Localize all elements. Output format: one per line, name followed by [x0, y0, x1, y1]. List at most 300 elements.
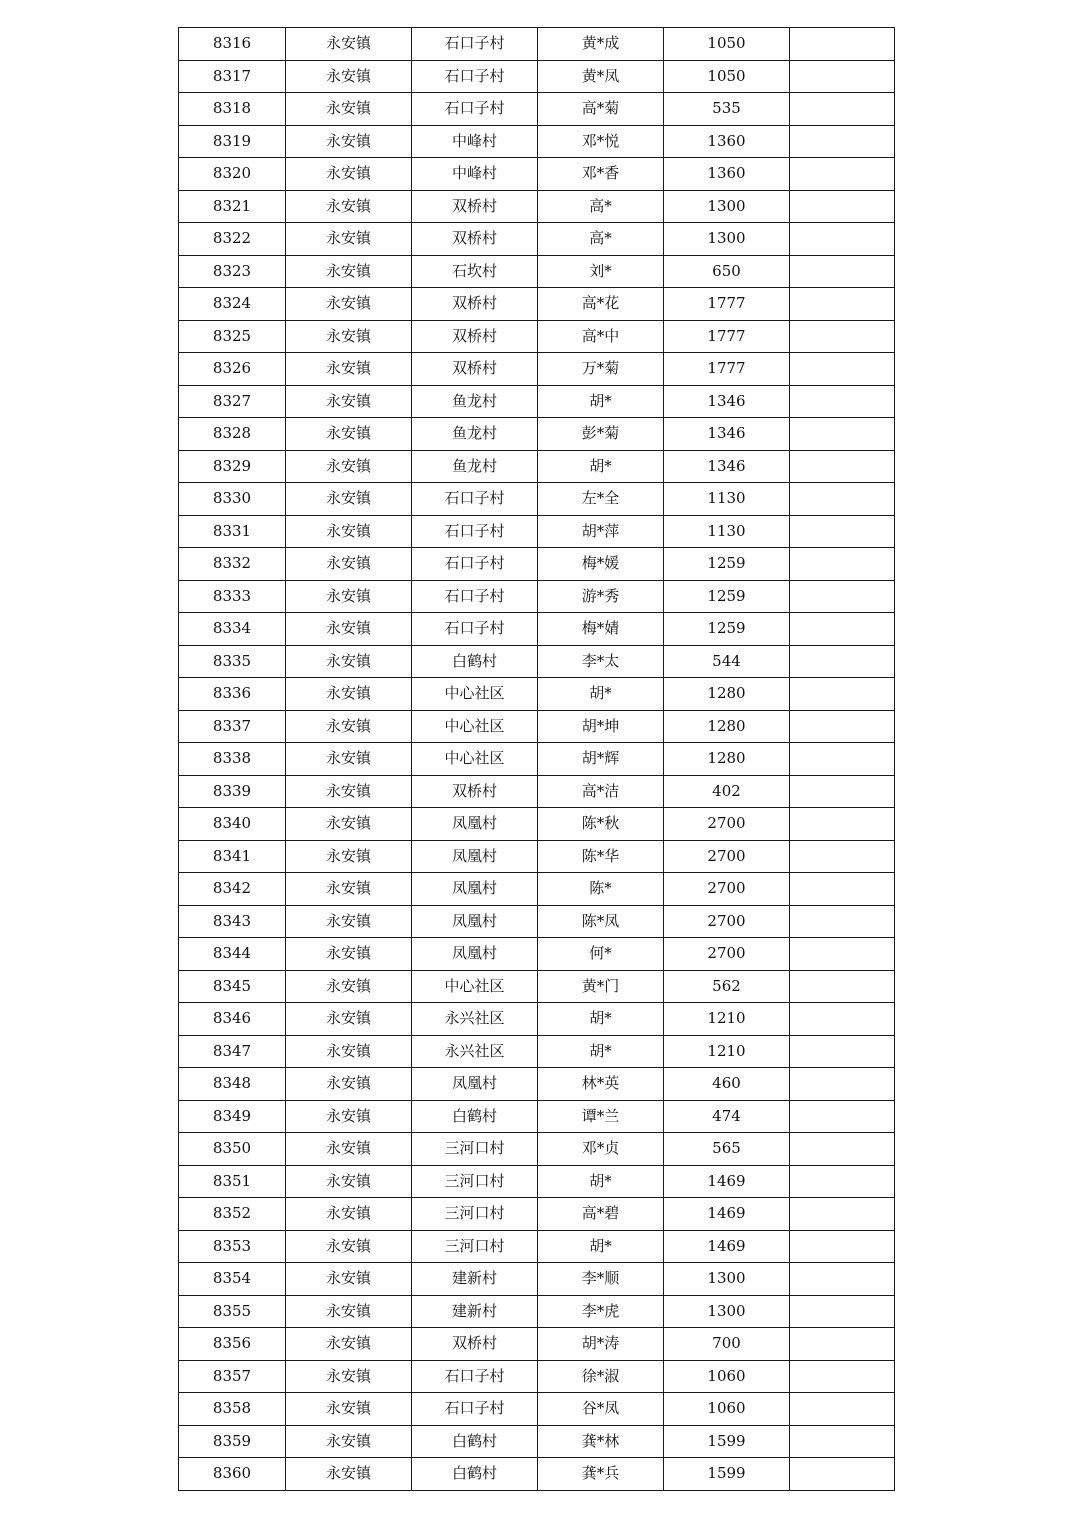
name-cell: 邓*悦 [538, 125, 664, 158]
remarks-cell [790, 93, 895, 126]
name-cell: 彭*菊 [538, 418, 664, 451]
town-cell: 永安镇 [286, 320, 412, 353]
amount-cell: 2700 [664, 905, 790, 938]
remarks-cell [790, 1068, 895, 1101]
serial-number-cell: 8332 [179, 548, 286, 581]
remarks-cell [790, 548, 895, 581]
serial-number-cell: 8340 [179, 808, 286, 841]
village-cell: 凤凰村 [412, 840, 538, 873]
village-cell: 石口子村 [412, 1393, 538, 1426]
amount-cell: 565 [664, 1133, 790, 1166]
table-row [179, 710, 895, 743]
town-cell: 永安镇 [286, 255, 412, 288]
town-cell: 永安镇 [286, 1328, 412, 1361]
remarks-cell [790, 483, 895, 516]
remarks-cell [790, 450, 895, 483]
village-cell: 双桥村 [412, 1328, 538, 1361]
name-cell: 谷*凤 [538, 1393, 664, 1426]
village-cell: 永兴社区 [412, 1035, 538, 1068]
town-cell: 永安镇 [286, 28, 412, 61]
amount-cell: 1130 [664, 483, 790, 516]
serial-number-cell: 8360 [179, 1458, 286, 1491]
amount-cell: 1346 [664, 450, 790, 483]
table-row [179, 1003, 895, 1036]
town-cell: 永安镇 [286, 1035, 412, 1068]
town-cell: 永安镇 [286, 970, 412, 1003]
village-cell: 建新村 [412, 1263, 538, 1296]
name-cell: 陈*华 [538, 840, 664, 873]
remarks-cell [790, 710, 895, 743]
town-cell: 永安镇 [286, 613, 412, 646]
name-cell: 游*秀 [538, 580, 664, 613]
name-cell: 龚*林 [538, 1425, 664, 1458]
name-cell: 高* [538, 223, 664, 256]
village-cell: 中心社区 [412, 678, 538, 711]
amount-cell: 1469 [664, 1165, 790, 1198]
table-row [179, 678, 895, 711]
village-cell: 石口子村 [412, 28, 538, 61]
table-row [179, 548, 895, 581]
serial-number-cell: 8318 [179, 93, 286, 126]
serial-number-cell: 8342 [179, 873, 286, 906]
name-cell: 李*太 [538, 645, 664, 678]
serial-number-cell: 8343 [179, 905, 286, 938]
remarks-cell [790, 1035, 895, 1068]
remarks-cell [790, 580, 895, 613]
town-cell: 永安镇 [286, 1003, 412, 1036]
records-table [178, 27, 895, 1491]
remarks-cell [790, 1295, 895, 1328]
amount-cell: 474 [664, 1100, 790, 1133]
table-row [179, 255, 895, 288]
table-row [179, 1100, 895, 1133]
town-cell: 永安镇 [286, 223, 412, 256]
village-cell: 石口子村 [412, 515, 538, 548]
remarks-cell [790, 645, 895, 678]
remarks-cell [790, 1263, 895, 1296]
table-row [179, 385, 895, 418]
village-cell: 中峰村 [412, 158, 538, 191]
town-cell: 永安镇 [286, 1165, 412, 1198]
remarks-cell [790, 970, 895, 1003]
town-cell: 永安镇 [286, 418, 412, 451]
town-cell: 永安镇 [286, 1425, 412, 1458]
table-row [179, 840, 895, 873]
table-row [179, 60, 895, 93]
village-cell: 石口子村 [412, 93, 538, 126]
serial-number-cell: 8321 [179, 190, 286, 223]
village-cell: 凤凰村 [412, 808, 538, 841]
name-cell: 胡* [538, 678, 664, 711]
amount-cell: 535 [664, 93, 790, 126]
name-cell: 高*碧 [538, 1198, 664, 1231]
town-cell: 永安镇 [286, 1068, 412, 1101]
village-cell: 凤凰村 [412, 905, 538, 938]
remarks-cell [790, 1100, 895, 1133]
serial-number-cell: 8356 [179, 1328, 286, 1361]
remarks-cell [790, 190, 895, 223]
table-row [179, 450, 895, 483]
remarks-cell [790, 905, 895, 938]
remarks-cell [790, 320, 895, 353]
town-cell: 永安镇 [286, 905, 412, 938]
serial-number-cell: 8317 [179, 60, 286, 93]
village-cell: 双桥村 [412, 353, 538, 386]
village-cell: 石口子村 [412, 548, 538, 581]
amount-cell: 1599 [664, 1425, 790, 1458]
table-row [179, 515, 895, 548]
name-cell: 胡*涛 [538, 1328, 664, 1361]
name-cell: 胡* [538, 1003, 664, 1036]
name-cell: 高*菊 [538, 93, 664, 126]
remarks-cell [790, 938, 895, 971]
serial-number-cell: 8327 [179, 385, 286, 418]
name-cell: 陈* [538, 873, 664, 906]
amount-cell: 1259 [664, 580, 790, 613]
town-cell: 永安镇 [286, 353, 412, 386]
amount-cell: 1259 [664, 548, 790, 581]
village-cell: 中心社区 [412, 710, 538, 743]
amount-cell: 1210 [664, 1035, 790, 1068]
amount-cell: 1599 [664, 1458, 790, 1491]
remarks-cell [790, 1360, 895, 1393]
table-row [179, 1360, 895, 1393]
serial-number-cell: 8331 [179, 515, 286, 548]
town-cell: 永安镇 [286, 775, 412, 808]
village-cell: 中峰村 [412, 125, 538, 158]
town-cell: 永安镇 [286, 580, 412, 613]
amount-cell: 1777 [664, 288, 790, 321]
village-cell: 鱼龙村 [412, 418, 538, 451]
amount-cell: 1300 [664, 1295, 790, 1328]
amount-cell: 1469 [664, 1230, 790, 1263]
remarks-cell [790, 1328, 895, 1361]
name-cell: 林*英 [538, 1068, 664, 1101]
amount-cell: 1130 [664, 515, 790, 548]
table-row [179, 613, 895, 646]
serial-number-cell: 8353 [179, 1230, 286, 1263]
remarks-cell [790, 223, 895, 256]
village-cell: 双桥村 [412, 320, 538, 353]
table-row [179, 580, 895, 613]
table-row [179, 320, 895, 353]
village-cell: 双桥村 [412, 223, 538, 256]
remarks-cell [790, 158, 895, 191]
serial-number-cell: 8330 [179, 483, 286, 516]
table-row [179, 288, 895, 321]
amount-cell: 1360 [664, 158, 790, 191]
remarks-cell [790, 1458, 895, 1491]
serial-number-cell: 8333 [179, 580, 286, 613]
serial-number-cell: 8326 [179, 353, 286, 386]
town-cell: 永安镇 [286, 125, 412, 158]
table-row [179, 28, 895, 61]
remarks-cell [790, 1230, 895, 1263]
village-cell: 鱼龙村 [412, 385, 538, 418]
name-cell: 胡* [538, 1035, 664, 1068]
amount-cell: 650 [664, 255, 790, 288]
table-row [179, 1068, 895, 1101]
town-cell: 永安镇 [286, 190, 412, 223]
village-cell: 凤凰村 [412, 873, 538, 906]
village-cell: 双桥村 [412, 190, 538, 223]
amount-cell: 1060 [664, 1393, 790, 1426]
name-cell: 高*中 [538, 320, 664, 353]
amount-cell: 1777 [664, 353, 790, 386]
table-row [179, 1425, 895, 1458]
name-cell: 陈*秋 [538, 808, 664, 841]
remarks-cell [790, 808, 895, 841]
town-cell: 永安镇 [286, 873, 412, 906]
town-cell: 永安镇 [286, 1100, 412, 1133]
table-row [179, 873, 895, 906]
name-cell: 谭*兰 [538, 1100, 664, 1133]
name-cell: 李*虎 [538, 1295, 664, 1328]
table-row [179, 93, 895, 126]
town-cell: 永安镇 [286, 1295, 412, 1328]
table-row [179, 190, 895, 223]
village-cell: 石口子村 [412, 483, 538, 516]
town-cell: 永安镇 [286, 1198, 412, 1231]
name-cell: 黄*门 [538, 970, 664, 1003]
table-row [179, 743, 895, 776]
town-cell: 永安镇 [286, 450, 412, 483]
name-cell: 胡* [538, 1230, 664, 1263]
serial-number-cell: 8344 [179, 938, 286, 971]
serial-number-cell: 8319 [179, 125, 286, 158]
remarks-cell [790, 28, 895, 61]
town-cell: 永安镇 [286, 1393, 412, 1426]
town-cell: 永安镇 [286, 678, 412, 711]
amount-cell: 1777 [664, 320, 790, 353]
amount-cell: 1300 [664, 190, 790, 223]
amount-cell: 1300 [664, 1263, 790, 1296]
remarks-cell [790, 678, 895, 711]
name-cell: 邓*香 [538, 158, 664, 191]
remarks-cell [790, 1393, 895, 1426]
amount-cell: 2700 [664, 840, 790, 873]
name-cell: 龚*兵 [538, 1458, 664, 1491]
amount-cell: 700 [664, 1328, 790, 1361]
serial-number-cell: 8339 [179, 775, 286, 808]
village-cell: 石口子村 [412, 1360, 538, 1393]
town-cell: 永安镇 [286, 288, 412, 321]
remarks-cell [790, 60, 895, 93]
name-cell: 胡*坤 [538, 710, 664, 743]
name-cell: 陈*凤 [538, 905, 664, 938]
name-cell: 梅*婧 [538, 613, 664, 646]
table-row [179, 353, 895, 386]
name-cell: 胡* [538, 385, 664, 418]
village-cell: 石口子村 [412, 580, 538, 613]
serial-number-cell: 8348 [179, 1068, 286, 1101]
name-cell: 万*菊 [538, 353, 664, 386]
amount-cell: 562 [664, 970, 790, 1003]
records-table-body [179, 28, 895, 1491]
remarks-cell [790, 125, 895, 158]
remarks-cell [790, 1425, 895, 1458]
name-cell: 高*洁 [538, 775, 664, 808]
town-cell: 永安镇 [286, 710, 412, 743]
remarks-cell [790, 1198, 895, 1231]
village-cell: 中心社区 [412, 743, 538, 776]
town-cell: 永安镇 [286, 1133, 412, 1166]
table-row [179, 1458, 895, 1491]
village-cell: 双桥村 [412, 288, 538, 321]
table-row [179, 158, 895, 191]
town-cell: 永安镇 [286, 158, 412, 191]
amount-cell: 1280 [664, 743, 790, 776]
village-cell: 石口子村 [412, 60, 538, 93]
remarks-cell [790, 1165, 895, 1198]
serial-number-cell: 8324 [179, 288, 286, 321]
table-row [179, 223, 895, 256]
name-cell: 黄*成 [538, 28, 664, 61]
amount-cell: 1280 [664, 710, 790, 743]
remarks-cell [790, 775, 895, 808]
table-row [179, 1133, 895, 1166]
amount-cell: 2700 [664, 808, 790, 841]
table-row [179, 1035, 895, 1068]
serial-number-cell: 8322 [179, 223, 286, 256]
remarks-cell [790, 1003, 895, 1036]
serial-number-cell: 8328 [179, 418, 286, 451]
town-cell: 永安镇 [286, 1458, 412, 1491]
village-cell: 三河口村 [412, 1165, 538, 1198]
amount-cell: 1280 [664, 678, 790, 711]
village-cell: 白鹤村 [412, 1458, 538, 1491]
serial-number-cell: 8345 [179, 970, 286, 1003]
remarks-cell [790, 743, 895, 776]
amount-cell: 1210 [664, 1003, 790, 1036]
amount-cell: 1050 [664, 60, 790, 93]
serial-number-cell: 8329 [179, 450, 286, 483]
table-row [179, 1198, 895, 1231]
serial-number-cell: 8350 [179, 1133, 286, 1166]
name-cell: 高* [538, 190, 664, 223]
town-cell: 永安镇 [286, 743, 412, 776]
amount-cell: 2700 [664, 938, 790, 971]
name-cell: 胡* [538, 1165, 664, 1198]
village-cell: 鱼龙村 [412, 450, 538, 483]
serial-number-cell: 8316 [179, 28, 286, 61]
serial-number-cell: 8320 [179, 158, 286, 191]
table-row [179, 1165, 895, 1198]
name-cell: 梅*媛 [538, 548, 664, 581]
amount-cell: 1300 [664, 223, 790, 256]
town-cell: 永安镇 [286, 645, 412, 678]
remarks-cell [790, 1133, 895, 1166]
amount-cell: 2700 [664, 873, 790, 906]
serial-number-cell: 8349 [179, 1100, 286, 1133]
serial-number-cell: 8355 [179, 1295, 286, 1328]
table-row [179, 1295, 895, 1328]
table-row [179, 938, 895, 971]
amount-cell: 544 [664, 645, 790, 678]
records-table-container [178, 27, 894, 1491]
serial-number-cell: 8335 [179, 645, 286, 678]
village-cell: 三河口村 [412, 1198, 538, 1231]
name-cell: 胡*辉 [538, 743, 664, 776]
table-row [179, 1230, 895, 1263]
town-cell: 永安镇 [286, 93, 412, 126]
table-row [179, 1263, 895, 1296]
table-row [179, 808, 895, 841]
village-cell: 白鹤村 [412, 1100, 538, 1133]
remarks-cell [790, 385, 895, 418]
serial-number-cell: 8336 [179, 678, 286, 711]
town-cell: 永安镇 [286, 808, 412, 841]
name-cell: 刘* [538, 255, 664, 288]
village-cell: 建新村 [412, 1295, 538, 1328]
serial-number-cell: 8351 [179, 1165, 286, 1198]
table-row [179, 125, 895, 158]
serial-number-cell: 8337 [179, 710, 286, 743]
serial-number-cell: 8359 [179, 1425, 286, 1458]
name-cell: 黄*凤 [538, 60, 664, 93]
amount-cell: 1060 [664, 1360, 790, 1393]
amount-cell: 460 [664, 1068, 790, 1101]
serial-number-cell: 8323 [179, 255, 286, 288]
town-cell: 永安镇 [286, 840, 412, 873]
amount-cell: 1346 [664, 418, 790, 451]
village-cell: 白鹤村 [412, 1425, 538, 1458]
village-cell: 三河口村 [412, 1133, 538, 1166]
serial-number-cell: 8346 [179, 1003, 286, 1036]
name-cell: 胡*萍 [538, 515, 664, 548]
serial-number-cell: 8334 [179, 613, 286, 646]
remarks-cell [790, 288, 895, 321]
table-row [179, 970, 895, 1003]
amount-cell: 1346 [664, 385, 790, 418]
table-row [179, 1393, 895, 1426]
village-cell: 凤凰村 [412, 1068, 538, 1101]
serial-number-cell: 8354 [179, 1263, 286, 1296]
village-cell: 石坎村 [412, 255, 538, 288]
serial-number-cell: 8347 [179, 1035, 286, 1068]
village-cell: 双桥村 [412, 775, 538, 808]
table-row [179, 645, 895, 678]
name-cell: 邓*贞 [538, 1133, 664, 1166]
serial-number-cell: 8341 [179, 840, 286, 873]
table-row [179, 483, 895, 516]
table-row [179, 775, 895, 808]
remarks-cell [790, 353, 895, 386]
table-row [179, 418, 895, 451]
village-cell: 三河口村 [412, 1230, 538, 1263]
table-row [179, 905, 895, 938]
remarks-cell [790, 613, 895, 646]
remarks-cell [790, 418, 895, 451]
remarks-cell [790, 840, 895, 873]
amount-cell: 1050 [664, 28, 790, 61]
remarks-cell [790, 255, 895, 288]
serial-number-cell: 8357 [179, 1360, 286, 1393]
town-cell: 永安镇 [286, 1230, 412, 1263]
amount-cell: 1360 [664, 125, 790, 158]
remarks-cell [790, 515, 895, 548]
remarks-cell [790, 873, 895, 906]
town-cell: 永安镇 [286, 938, 412, 971]
name-cell: 左*全 [538, 483, 664, 516]
serial-number-cell: 8358 [179, 1393, 286, 1426]
village-cell: 凤凰村 [412, 938, 538, 971]
village-cell: 永兴社区 [412, 1003, 538, 1036]
town-cell: 永安镇 [286, 60, 412, 93]
amount-cell: 1469 [664, 1198, 790, 1231]
town-cell: 永安镇 [286, 548, 412, 581]
village-cell: 白鹤村 [412, 645, 538, 678]
